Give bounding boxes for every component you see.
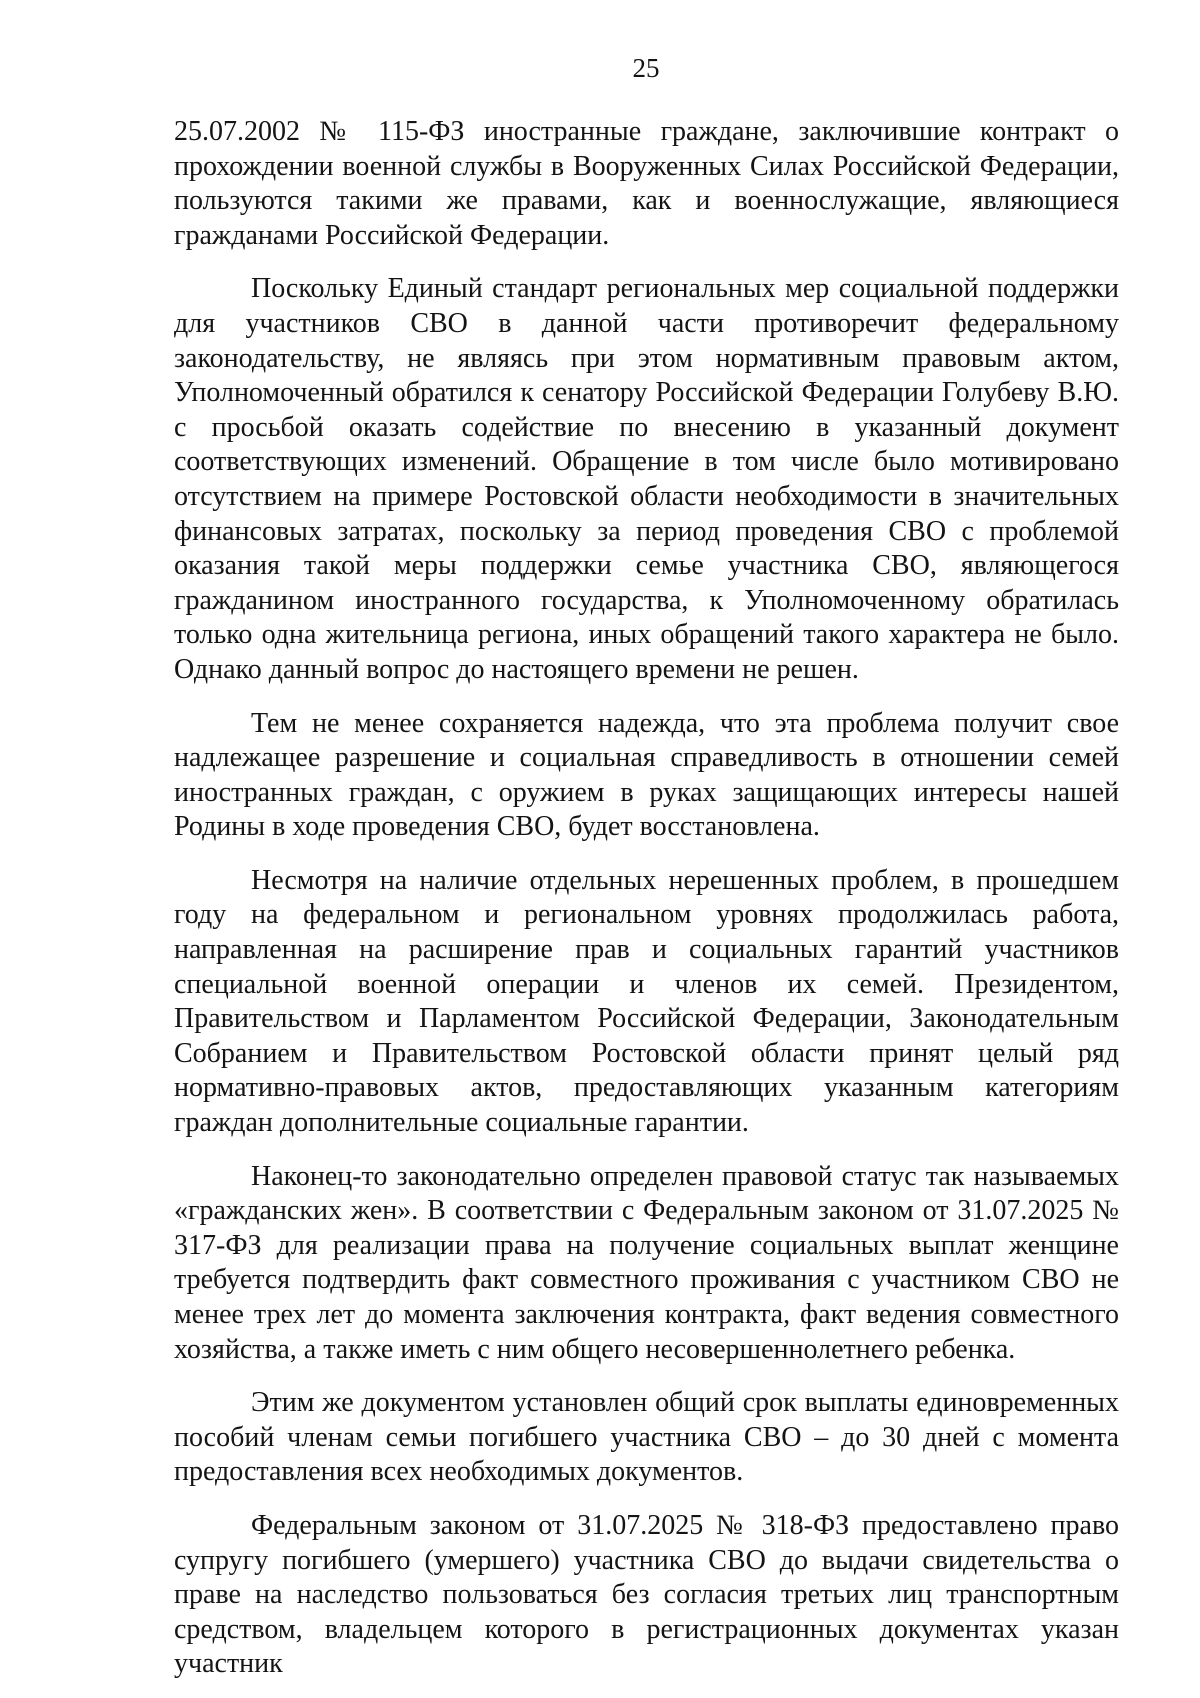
paragraph-1: 25.07.2002 № 115-ФЗ иностранные граждане, заключившие контракт о прохождении военной службы в Вооруженных Силах Российской Федерации, пользуются такими же правами, как и военнослужащие, являющиеся гражданами Российской Федерации. [174, 116, 1119, 251]
paragraph-7: Федеральным законом от 31.07.2025 № 318-ФЗ предоставлено право супругу погибшего (умершего) участника СВО до выдачи свидетельства о праве на наследство пользоваться без согласия третьих лиц транспортным средством, владельцем которого в регистрационных документах указан участник [174, 1509, 1119, 1680]
page-number: 25 [632, 53, 660, 83]
paragraph-6: Этим же документом установлен общий срок выплаты единовременных пособий членам семьи погибшего участника СВО – до 30 дней с момента предоставления всех необходимых документов. [174, 1387, 1119, 1488]
paragraph-5: Наконец-то законодательно определен правовой статус так называемых «гражданских жен». В соответствии с Федеральным законом от 31.07.2025 № 317-ФЗ для реализации права на получение социальных выплат женщине требуется подтвердить факт совместного проживания с участником СВО не менее трех лет до момента заключения контракта, факт ведения совместного хозяйства, а также иметь с ним общего несовершеннолетнего ребенка. [174, 1160, 1119, 1365]
paragraph-2: Поскольку Единый стандарт региональных мер социальной поддержки для участников СВО в данной части противоречит федеральному законодательству, не являясь при этом нормативным правовым актом, Уполномоченный обратился к сенатору Российской Федерации Голубеву В.Ю. с просьбой оказать содействие по внесению в указанный документ соответствующих изменений. Обращение в том числе было мотивировано отсутствием на примере Ростовской области необходимости в значительных финансовых затратах, поскольку за период проведения СВО с проблемой оказания такой меры поддержки семье участника СВО, являющегося гражданином иностранного государства, к Уполномоченному обратилась только одна жительница региона, иных обращений такого характера не было. Однако данный вопрос до настоящего времени не решен. [174, 273, 1119, 685]
paragraph-4: Несмотря на наличие отдельных нерешенных проблем, в прошедшем году на федеральном и региональном уровнях продолжилась работа, направленная на расширение прав и социальных гарантий участников специальной военной операции и членов их семей. Президентом, Правительством и Парламентом Российской Федерации, Законодательным Собранием и Правительством Ростовской области принят целый ряд нормативно-правовых актов, предоставляющих указанным категориям граждан дополнительные социальные гарантии. [174, 864, 1119, 1139]
paragraph-3: Тем не менее сохраняется надежда, что эта проблема получит свое надлежащее разрешение и социальная справедливость в отношении семей иностранных граждан, с оружием в руках защищающих интересы нашей Родины в ходе проведения СВО, будет восстановлена. [174, 707, 1119, 843]
document-body [174, 115, 1119, 1682]
